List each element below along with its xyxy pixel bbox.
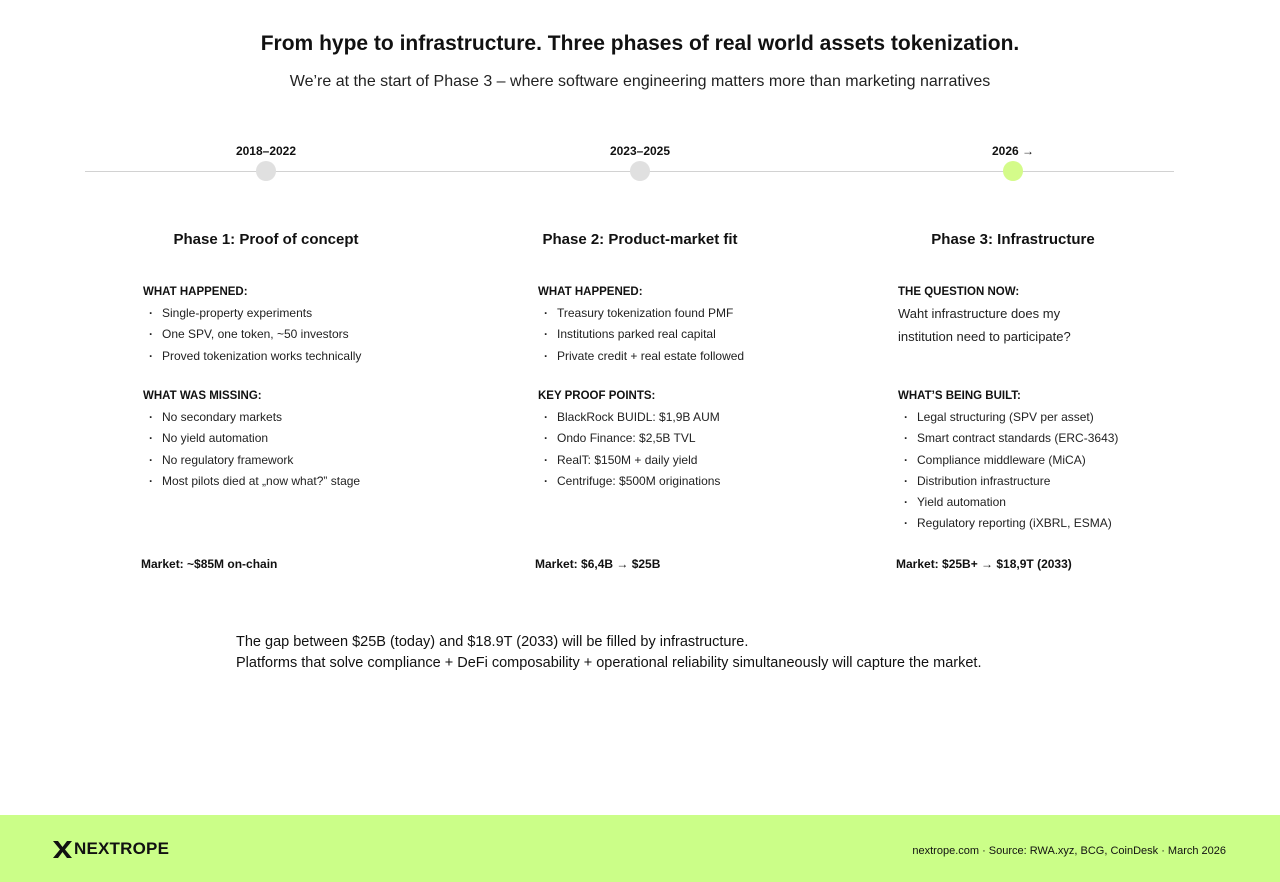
question-text: Waht infrastructure does my institution need to participate?	[898, 306, 1071, 344]
list-item: · Yield automation	[898, 492, 1118, 513]
list-item: · Institutions parked real capital	[538, 324, 744, 345]
list-item: · Ondo Finance: $2,5B TVL	[538, 428, 720, 449]
list-item: · Compliance middleware (MiCA)	[898, 450, 1118, 471]
phase-1-market: Market: ~$85M on-chain	[141, 557, 278, 571]
phase-1-what-was-missing	[143, 390, 360, 492]
section-heading: WHAT WAS MISSING:	[143, 390, 262, 402]
timeline-dot-1	[256, 161, 276, 181]
phase-3-question-now	[898, 286, 1098, 348]
page-title: From hype to infrastructure. Three phases of real world assets tokenization.	[260, 32, 1020, 55]
timeline-dot-2	[630, 161, 650, 181]
bullet-list	[538, 407, 720, 492]
section-heading: WHAT’S BEING BUILT:	[898, 390, 1021, 402]
phase-1-what-happened	[143, 286, 361, 367]
list-item: · Centrifuge: $500M originations	[538, 471, 720, 492]
list-item: · No regulatory framework	[143, 450, 360, 471]
timeline-date-2: 2023–2025	[609, 144, 671, 158]
list-item: · RealT: $150M + daily yield	[538, 450, 720, 471]
list-item: · Legal structuring (SPV per asset)	[898, 407, 1118, 428]
phase-2-key-proof-points	[538, 390, 720, 492]
footer-source-note: nextrope.com · Source: RWA.xyz, BCG, CoinDesk · March 2026	[912, 845, 1226, 857]
logo-text: NEXTROPE	[74, 839, 170, 858]
list-item: · Proved tokenization works technically	[143, 346, 361, 367]
section-heading: WHAT HAPPENED:	[143, 286, 248, 298]
phase-3-whats-being-built	[898, 390, 1118, 535]
list-item: · Most pilots died at „now what?” stage	[143, 471, 360, 492]
bullet-list	[898, 407, 1118, 535]
summary-text	[236, 632, 981, 674]
list-item: · Private credit + real estate followed	[538, 346, 744, 367]
bullet-list	[143, 303, 361, 367]
list-item: · Smart contract standards (ERC-3643)	[898, 428, 1118, 449]
list-item: · No yield automation	[143, 428, 360, 449]
phase-2-market: Market: $6,4B → $25B	[535, 557, 661, 571]
list-item: · Distribution infrastructure	[898, 471, 1118, 492]
list-item: · Single-property experiments	[143, 303, 361, 324]
phase-3-title: Phase 3: Infrastructure	[931, 231, 1095, 248]
phase-1-title: Phase 1: Proof of concept	[173, 231, 359, 248]
bullet-list	[143, 407, 360, 492]
bullet-list	[538, 303, 744, 367]
summary-line-2: Platforms that solve compliance + DeFi composability + operational reliability simultaneously will capture the market.	[236, 655, 982, 671]
list-item: · BlackRock BUIDL: $1,9B AUM	[538, 407, 720, 428]
timeline-date-1: 2018–2022	[235, 144, 297, 158]
section-heading: THE QUESTION NOW:	[898, 286, 1020, 298]
list-item: · No secondary markets	[143, 407, 360, 428]
summary-line-1: The gap between $25B (today) and $18.9T (2033) will be filled by infrastructure.	[236, 634, 749, 650]
list-item: · Treasury tokenization found PMF	[538, 303, 744, 324]
timeline-date-3: 2026 →	[991, 144, 1035, 158]
list-item: · One SPV, one token, ~50 investors	[143, 324, 361, 345]
phase-2-what-happened	[538, 286, 744, 367]
timeline-dot-3	[1003, 161, 1023, 181]
phase-3-market: Market: $25B+ → $18,9T (2033)	[896, 557, 1072, 571]
list-item: · Regulatory reporting (iXBRL, ESMA)	[898, 513, 1118, 534]
phase-2-title: Phase 2: Product-market fit	[542, 231, 738, 248]
nextrope-logo[interactable]	[53, 838, 169, 860]
section-heading: KEY PROOF POINTS:	[538, 390, 656, 402]
section-heading: WHAT HAPPENED:	[538, 286, 643, 298]
nextrope-x-icon	[53, 841, 72, 858]
page-subtitle: We’re at the start of Phase 3 – where software engineering matters more than marketing narratives	[289, 73, 991, 90]
